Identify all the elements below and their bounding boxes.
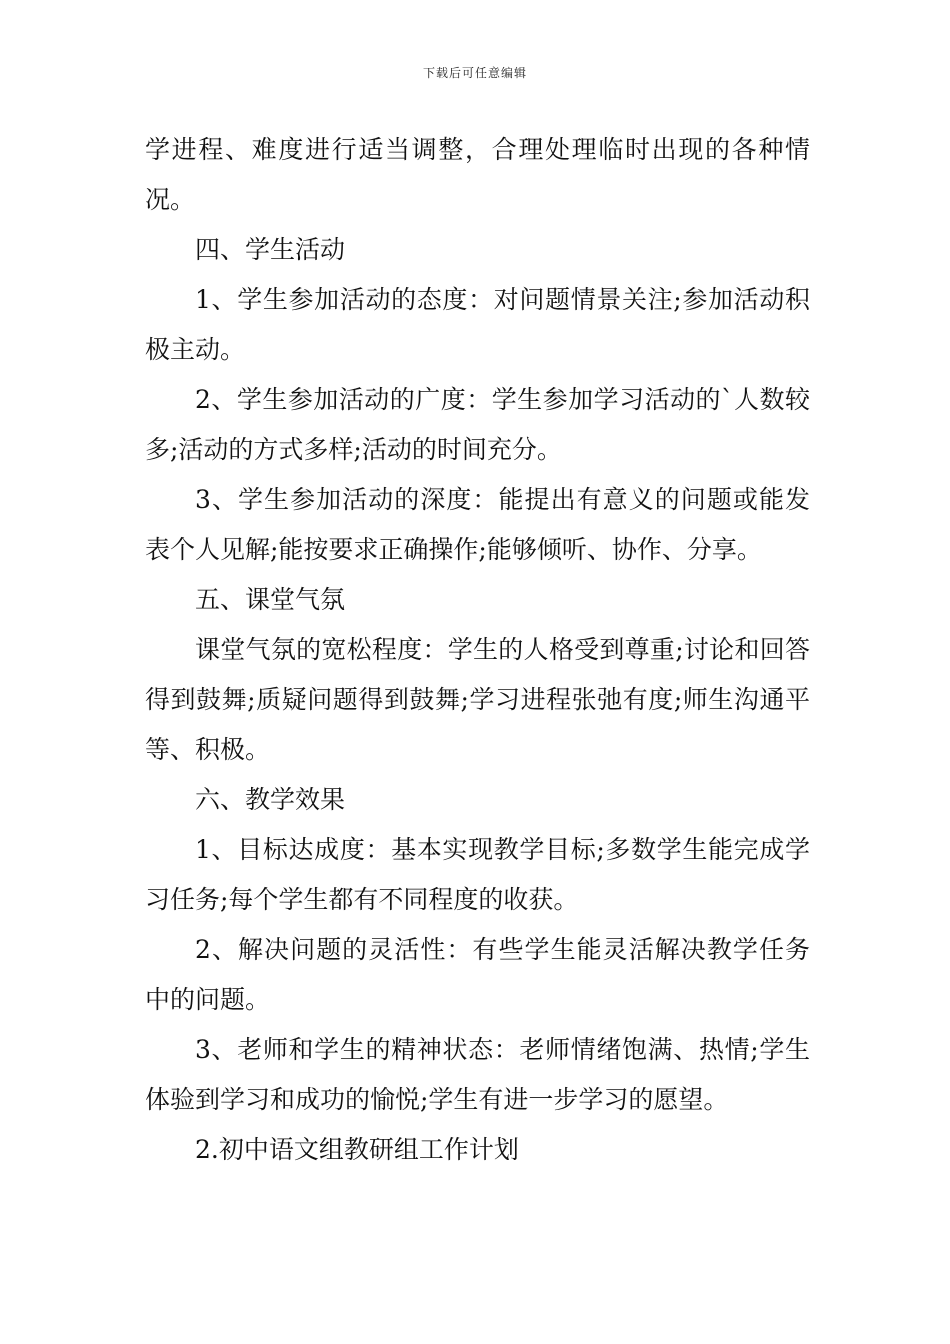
section-heading-teaching-effect: 六、教学效果 <box>195 785 346 814</box>
paragraph-goal-achievement: 1、目标达成度：基本实现教学目标;多数学生能完成学习任务;每个学生都有不同程度的收获。 <box>145 835 810 914</box>
paragraph-activity-attitude: 1、学生参加活动的态度：对问题情景关注;参加活动积极主动。 <box>145 285 810 364</box>
paragraph-activity-depth: 3、学生参加活动的深度：能提出有意义的问题或能发表个人见解;能按要求正确操作;能够倾听、协作、分享。 <box>145 485 810 564</box>
section-heading-work-plan: 2.初中语文组教研组工作计划 <box>195 1135 519 1164</box>
paragraph-atmosphere: 课堂气氛的宽松程度：学生的人格受到尊重;讨论和回答得到鼓舞;质疑问题得到鼓舞;学习进程张弛有度;师生沟通平等、积极。 <box>145 635 810 764</box>
paragraph-mental-state: 3、老师和学生的精神状态：老师情绪饱满、热情;学生体验到学习和成功的愉悦;学生有进一步学习的愿望。 <box>145 1035 810 1114</box>
document-body <box>145 125 810 1175</box>
section-heading-classroom-atmosphere: 五、课堂气氛 <box>195 585 346 614</box>
section-heading-student-activity: 四、学生活动 <box>195 235 346 264</box>
paragraph-continuation: 学进程、难度进行适当调整，合理处理临时出现的各种情况。 <box>145 135 810 214</box>
paragraph-activity-breadth: 2、学生参加活动的广度：学生参加学习活动的`人数较多;活动的方式多样;活动的时间充分。 <box>145 385 810 464</box>
page-header: 下载后可任意编辑 <box>422 66 527 80</box>
paragraph-problem-solving: 2、解决问题的灵活性：有些学生能灵活解决教学任务中的问题。 <box>145 935 810 1014</box>
